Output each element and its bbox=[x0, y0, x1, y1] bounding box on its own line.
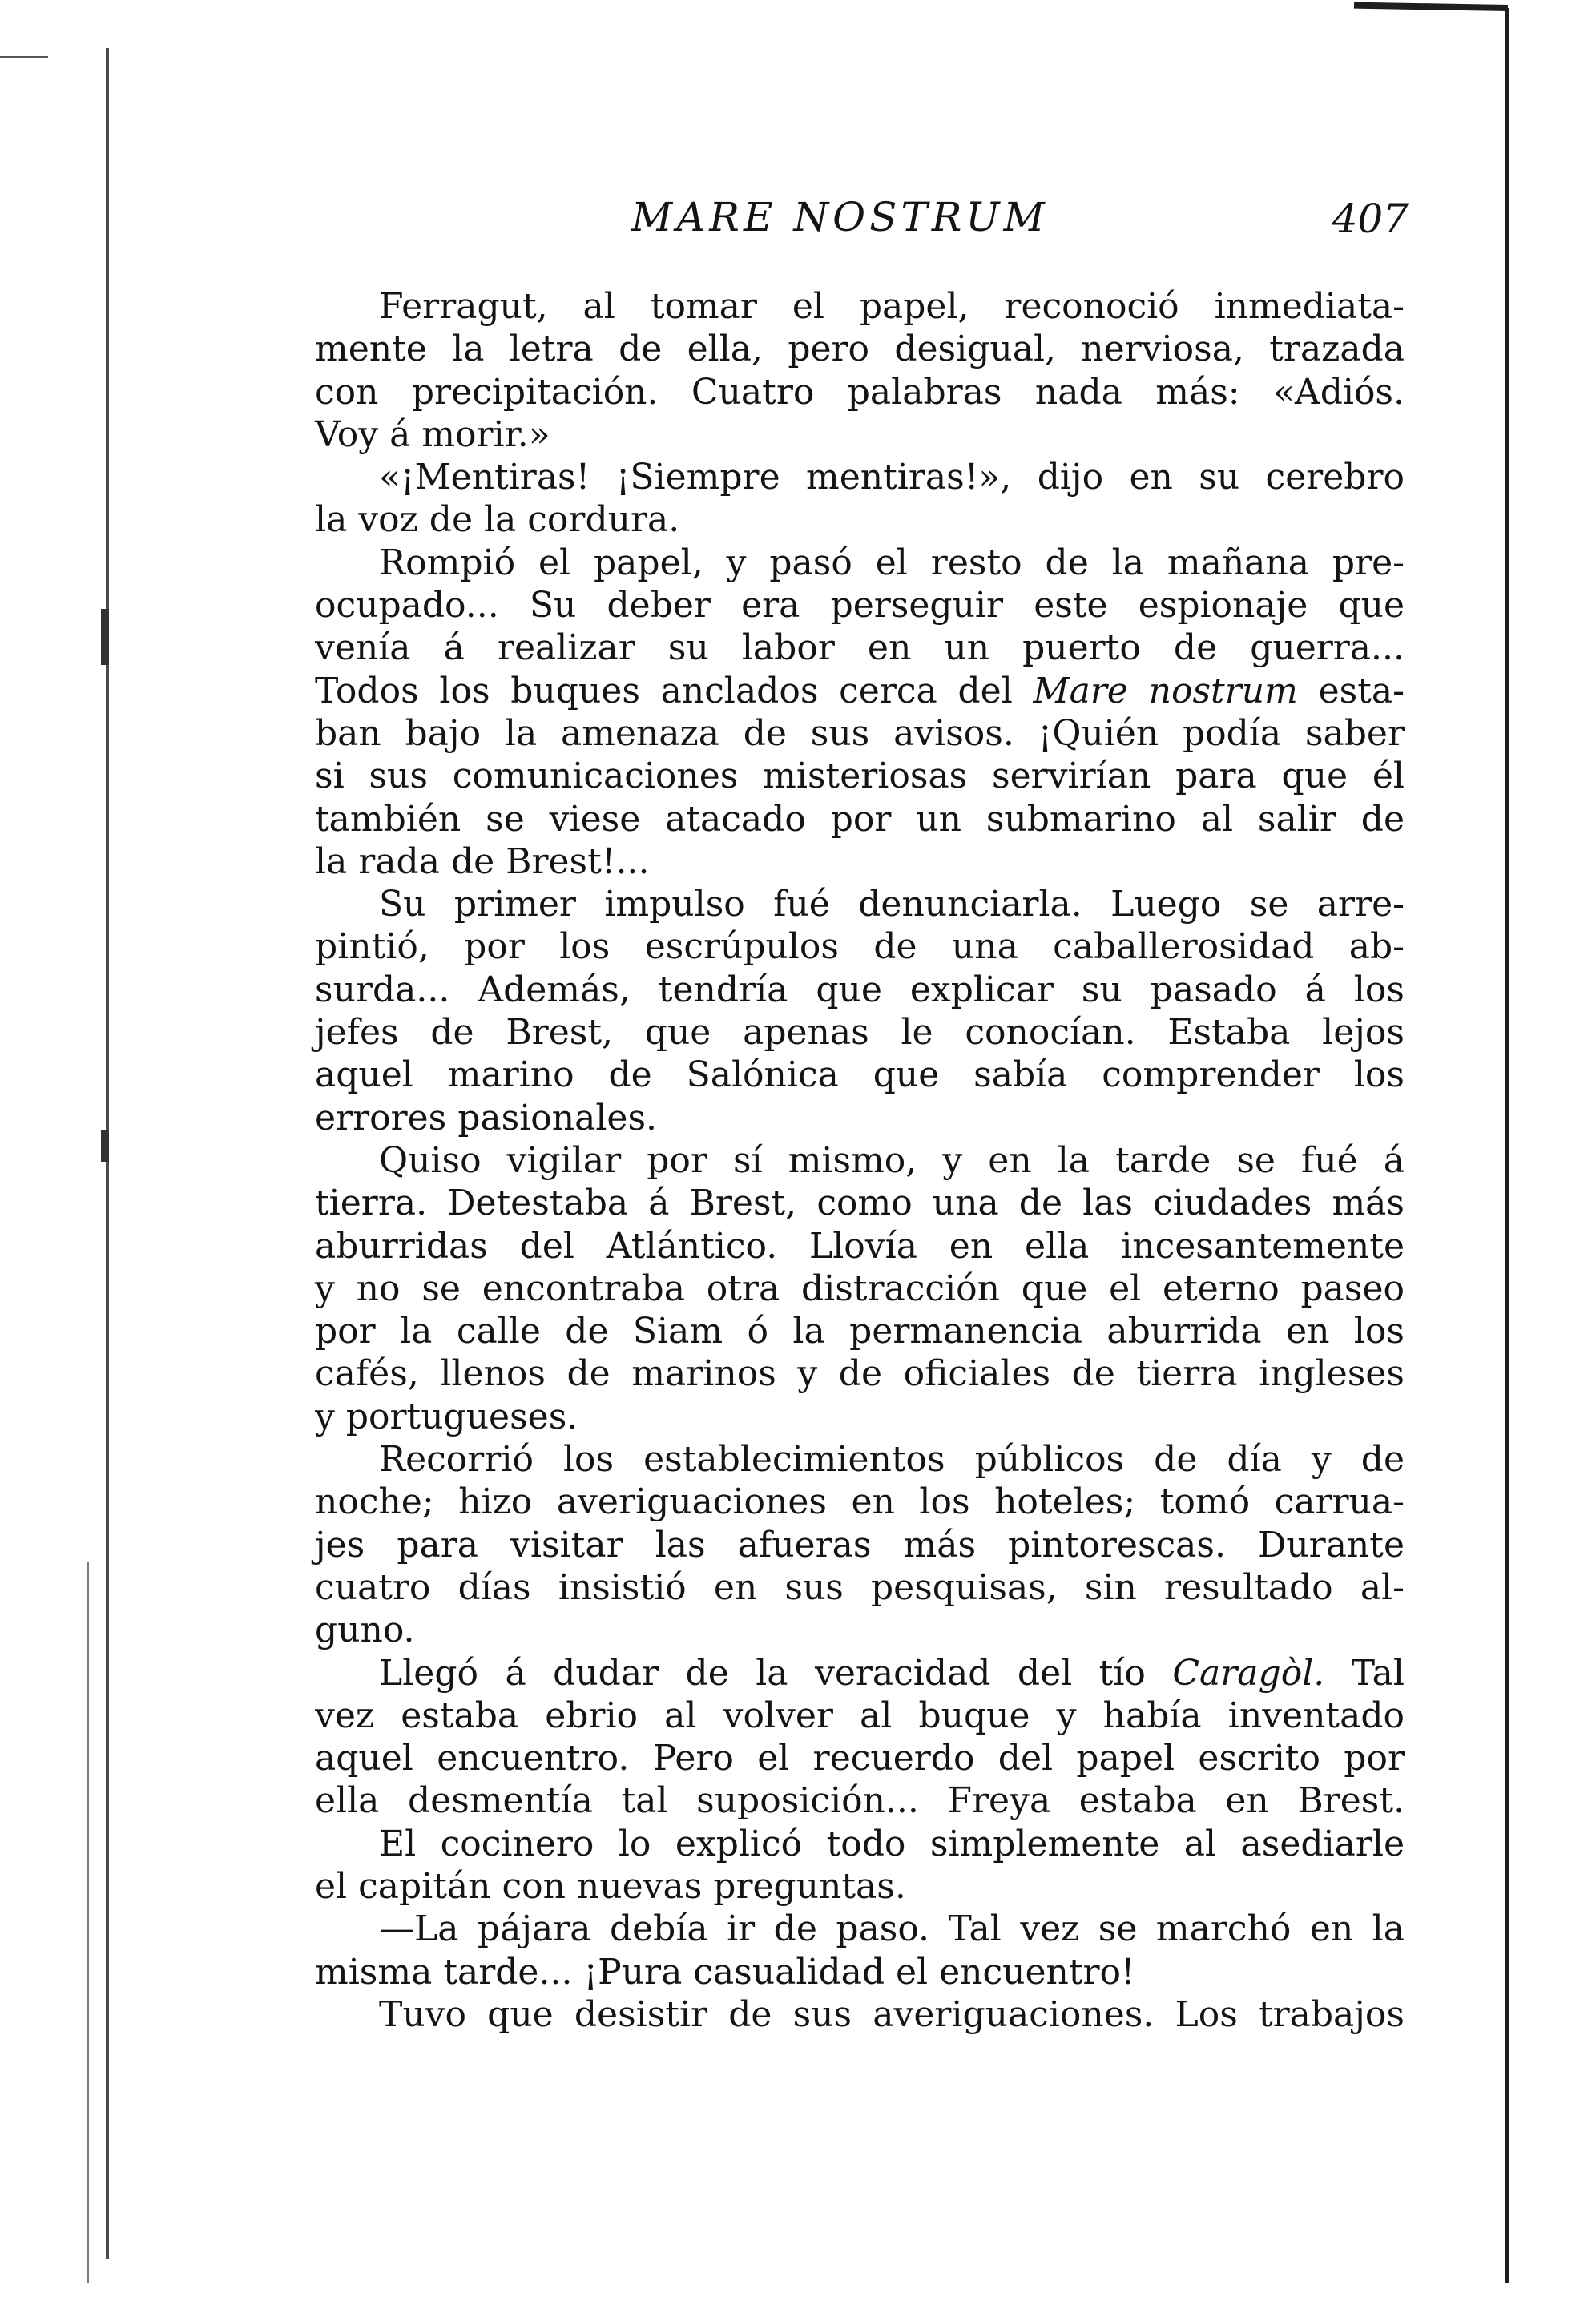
text-line: aquel encuentro. Pero el recuerdo del papel escrito por bbox=[315, 1738, 1405, 1779]
text-line: por la calle de Siam ó la permanencia aburrida en los bbox=[315, 1311, 1405, 1352]
text-segment: Todos los buques anclados cerca del bbox=[315, 670, 1013, 711]
ship-name: Mare nostrum bbox=[1033, 670, 1298, 711]
text-line: cafés, llenos de marinos y de oficiales de tierra ingleses bbox=[315, 1353, 1405, 1395]
text-line: guno. bbox=[315, 1610, 415, 1651]
text-line: Ferragut, al tomar el papel, reconoció inmediata- bbox=[379, 286, 1405, 327]
text-line: —La pájara debía ir de paso. Tal vez se marchó en la bbox=[379, 1908, 1405, 1950]
text-line: si sus comunicaciones misteriosas servirían para que él bbox=[315, 756, 1405, 797]
scan-edge-tick bbox=[0, 56, 48, 58]
text-line: el capitán con nuevas preguntas. bbox=[315, 1865, 906, 1907]
scan-top-edge bbox=[1354, 2, 1508, 11]
scan-left-edge-outer bbox=[87, 1562, 89, 2283]
text-line bbox=[315, 1652, 1405, 1695]
text-line: también se viese atacado por un submarino al salir de bbox=[315, 798, 1405, 840]
text-line: Rompió el papel, y pasó el resto de la mañana pre- bbox=[379, 542, 1405, 583]
text-line: jes para visitar las afueras más pintorescas. Durante bbox=[315, 1524, 1405, 1566]
text-line: errores pasionales. bbox=[315, 1097, 658, 1138]
text-line: ban bajo la amenaza de sus avisos. ¡Quién podía saber bbox=[315, 712, 1405, 754]
text-line: «¡Mentiras! ¡Siempre mentiras!», dijo en su cerebro bbox=[379, 457, 1405, 498]
text-line: vez estaba ebrio al volver al buque y había inventado bbox=[315, 1695, 1405, 1736]
text-line: Su primer impulso fué denunciarla. Luego se arre- bbox=[379, 884, 1405, 925]
character-name: Caragòl. bbox=[1172, 1652, 1325, 1694]
text-line: la voz de la cordura. bbox=[315, 499, 680, 541]
text-line: ocupado... Su deber era perseguir este espionaje que bbox=[315, 585, 1405, 627]
page-header bbox=[311, 194, 1409, 258]
text-line: surda... Además, tendría que explicar su pasado á los bbox=[315, 969, 1405, 1010]
scan-edge-mark bbox=[101, 609, 109, 665]
text-line: El cocinero lo explicó todo simplemente al asediarle bbox=[379, 1823, 1405, 1864]
text-line: venía á realizar su labor en un puerto de guerra... bbox=[315, 627, 1405, 669]
text-segment: Tal bbox=[1351, 1652, 1405, 1694]
text-line: tierra. Detestaba á Brest, como una de las ciudades más bbox=[315, 1183, 1405, 1224]
text-line: la rada de Brest!... bbox=[315, 840, 650, 882]
text-line: noche; hizo averiguaciones en los hoteles; tomó carrua- bbox=[315, 1481, 1405, 1523]
text-line bbox=[315, 670, 1405, 712]
text-line: ella desmentía tal suposición... Freya estaba en Brest. bbox=[315, 1780, 1405, 1822]
text-line: y portugueses. bbox=[315, 1396, 578, 1437]
text-line: aquel marino de Salónica que sabía comprender los bbox=[315, 1054, 1405, 1096]
text-line: mente la letra de ella, pero desigual, nerviosa, trazada bbox=[315, 328, 1405, 370]
text-line: aburridas del Atlántico. Llovía en ella incesantemente bbox=[315, 1225, 1405, 1267]
text-line: Tuvo que desistir de sus averiguaciones. Los trabajos bbox=[379, 1993, 1405, 2035]
text-line: Voy á morir.» bbox=[315, 413, 550, 455]
text-line: pintió, por los escrúpulos de una caballerosidad ab- bbox=[315, 926, 1405, 968]
scan-edge-mark bbox=[101, 1130, 109, 1162]
running-title: MARE NOSTRUM bbox=[631, 194, 1049, 240]
scan-right-edge bbox=[1505, 8, 1509, 2283]
text-line: Recorrió los establecimientos públicos de día y de bbox=[379, 1439, 1405, 1481]
text-line: jefes de Brest, que apenas le conocían. Estaba lejos bbox=[315, 1012, 1405, 1054]
text-line: cuatro días insistió en sus pesquisas, sin resultado al- bbox=[315, 1566, 1405, 1608]
body-text bbox=[315, 285, 1405, 2036]
text-line: Quiso vigilar por sí mismo, y en la tarde se fué á bbox=[379, 1139, 1405, 1181]
text-line: misma tarde... ¡Pura casualidad el encuentro! bbox=[315, 1951, 1135, 1993]
text-segment: esta- bbox=[1318, 670, 1405, 711]
page-number: 407 bbox=[1332, 195, 1409, 242]
text-line: con precipitación. Cuatro palabras nada más: «Adiós. bbox=[315, 371, 1405, 413]
text-line: y no se encontraba otra distracción que el eterno paseo bbox=[315, 1267, 1405, 1309]
text-segment: Llegó á dudar de la veracidad del tío bbox=[379, 1652, 1146, 1694]
